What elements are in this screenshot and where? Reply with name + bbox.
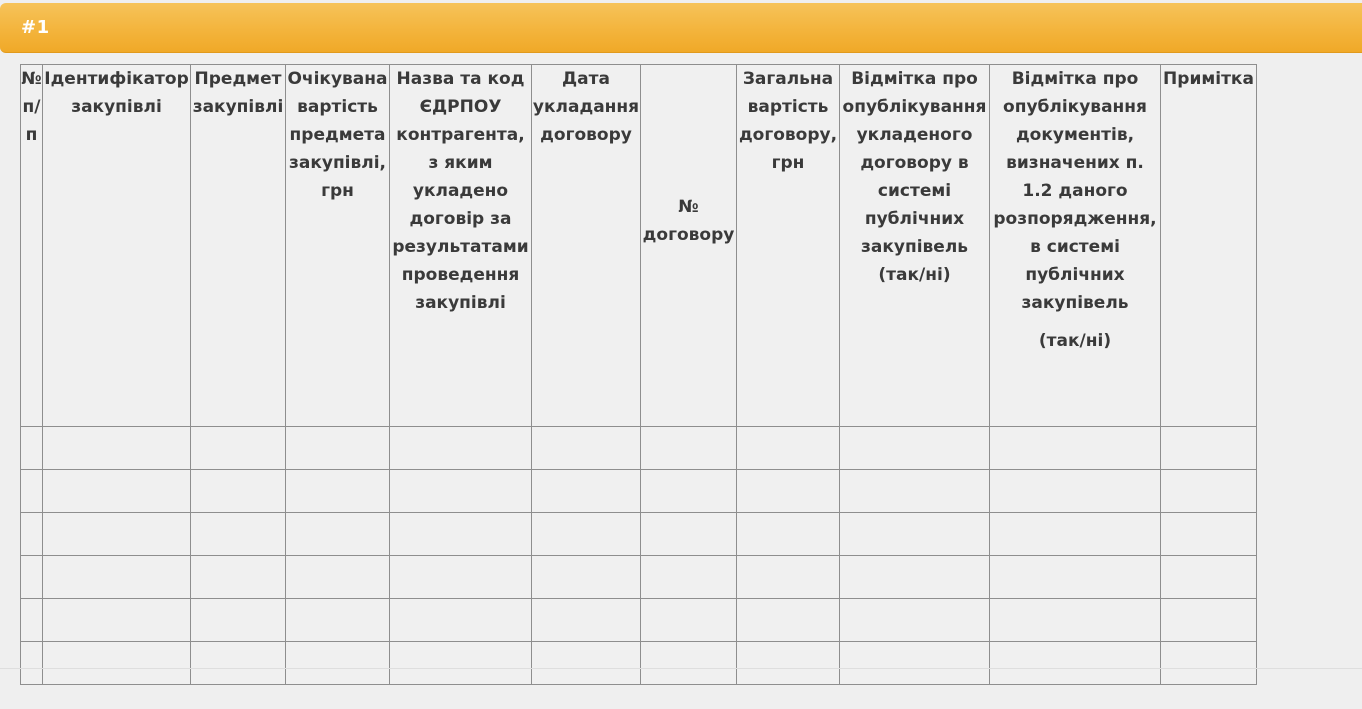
footer-divider: [0, 668, 1362, 669]
table-cell[interactable]: [286, 556, 390, 599]
table-cell[interactable]: [1161, 513, 1257, 556]
table-row: [21, 513, 1257, 556]
table-cell[interactable]: [840, 642, 990, 685]
table-cell[interactable]: [1161, 599, 1257, 642]
table-cell[interactable]: [390, 556, 532, 599]
table-cell[interactable]: [191, 513, 286, 556]
table-cell[interactable]: [641, 599, 737, 642]
table-cell[interactable]: [390, 513, 532, 556]
col-header-contract-published: Відмітка про опублікування укладеного договору в системі публічних закупівель (так/ні): [840, 65, 990, 427]
table-cell[interactable]: [737, 642, 840, 685]
table-cell[interactable]: [532, 556, 641, 599]
table-cell[interactable]: [840, 556, 990, 599]
procurement-table-wrapper: [20, 64, 1257, 685]
col-header-contract-date: Дата укладання договору: [532, 65, 641, 427]
table-row: [21, 599, 1257, 642]
table-cell[interactable]: [43, 599, 191, 642]
table-cell[interactable]: [191, 470, 286, 513]
table-cell[interactable]: [840, 513, 990, 556]
table-cell[interactable]: [840, 427, 990, 470]
table-cell[interactable]: [737, 427, 840, 470]
table-cell[interactable]: [641, 642, 737, 685]
table-cell[interactable]: [43, 427, 191, 470]
table-cell[interactable]: [641, 513, 737, 556]
table-body: [21, 427, 1257, 685]
section-header: [0, 3, 1362, 53]
table-cell[interactable]: [390, 599, 532, 642]
table-cell[interactable]: [21, 427, 43, 470]
table-cell[interactable]: [737, 470, 840, 513]
col-header-documents-published: [990, 65, 1161, 427]
table-cell[interactable]: [737, 556, 840, 599]
table-cell[interactable]: [737, 513, 840, 556]
table-cell[interactable]: [641, 556, 737, 599]
table-row: [21, 427, 1257, 470]
procurement-table: [20, 64, 1257, 685]
table-cell[interactable]: [191, 599, 286, 642]
table-cell[interactable]: [532, 599, 641, 642]
table-cell[interactable]: [43, 642, 191, 685]
table-cell[interactable]: [43, 513, 191, 556]
table-cell[interactable]: [191, 556, 286, 599]
table-cell[interactable]: [21, 470, 43, 513]
section-title: #1: [21, 17, 50, 38]
table-cell[interactable]: [390, 642, 532, 685]
table-cell[interactable]: [1161, 556, 1257, 599]
col-header-contractor: Назва та код ЄДРПОУ контрагента, з яким укладено договір за результатами проведення закупівлі: [390, 65, 532, 427]
table-cell[interactable]: [43, 470, 191, 513]
documents-published-yes-no: (так/ні): [1038, 331, 1112, 351]
table-cell[interactable]: [191, 427, 286, 470]
table-cell[interactable]: [21, 556, 43, 599]
table-cell[interactable]: [532, 513, 641, 556]
table-cell[interactable]: [532, 642, 641, 685]
table-cell[interactable]: [191, 642, 286, 685]
table-cell[interactable]: [641, 427, 737, 470]
table-cell[interactable]: [286, 470, 390, 513]
col-header-total-cost: Загальна вартість договору, грн: [737, 65, 840, 427]
table-cell[interactable]: [990, 470, 1161, 513]
col-header-subject: Предмет закупівлі: [191, 65, 286, 427]
table-cell[interactable]: [840, 599, 990, 642]
table-row: [21, 642, 1257, 685]
table-cell[interactable]: [21, 513, 43, 556]
table-cell[interactable]: [21, 599, 43, 642]
col-header-number: № п/п: [21, 65, 43, 427]
table-header-row: [21, 65, 1257, 427]
table-cell[interactable]: [990, 599, 1161, 642]
table-cell[interactable]: [1161, 642, 1257, 685]
table-cell[interactable]: [641, 470, 737, 513]
table-row: [21, 470, 1257, 513]
col-header-expected-cost: Очікувана вартість предмета закупівлі, грн: [286, 65, 390, 427]
col-header-contract-number: № договору: [641, 65, 737, 427]
table-cell[interactable]: [532, 470, 641, 513]
table-cell[interactable]: [286, 513, 390, 556]
table-cell[interactable]: [1161, 427, 1257, 470]
documents-published-text: Відмітка про опублікування документів, визначених п. 1.2 даного розпорядження, в системі публічних закупівель: [993, 69, 1157, 313]
table-row: [21, 556, 1257, 599]
table-cell[interactable]: [43, 556, 191, 599]
table-cell[interactable]: [990, 556, 1161, 599]
col-header-note: Примітка: [1161, 65, 1257, 427]
table-cell[interactable]: [840, 470, 990, 513]
table-cell[interactable]: [990, 427, 1161, 470]
table-cell[interactable]: [21, 642, 43, 685]
table-cell[interactable]: [990, 513, 1161, 556]
table-cell[interactable]: [1161, 470, 1257, 513]
table-cell[interactable]: [990, 642, 1161, 685]
col-header-procurement-id: Ідентифікатор закупівлі: [43, 65, 191, 427]
table-cell[interactable]: [286, 642, 390, 685]
table-cell[interactable]: [390, 470, 532, 513]
table-cell[interactable]: [737, 599, 840, 642]
table-cell[interactable]: [286, 599, 390, 642]
table-cell[interactable]: [532, 427, 641, 470]
table-cell[interactable]: [390, 427, 532, 470]
table-cell[interactable]: [286, 427, 390, 470]
